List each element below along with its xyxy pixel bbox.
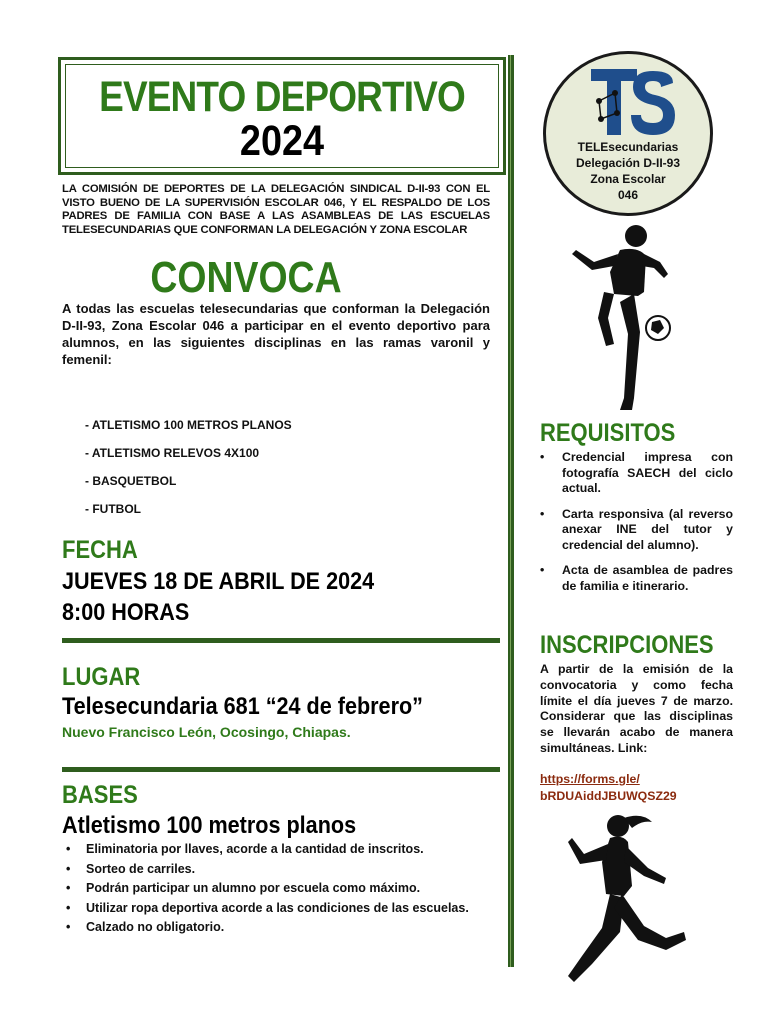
- event-location: Nuevo Francisco León, Ocosingo, Chiapas.: [62, 724, 351, 740]
- registration-link[interactable]: [540, 771, 733, 805]
- discipline-item: - BASQUETBOL: [85, 474, 177, 488]
- bases-subheading: Atletismo 100 metros planos: [62, 812, 357, 839]
- registration-link-line1[interactable]: https://forms.gle/: [540, 772, 640, 786]
- logo-line: Zona Escolar: [590, 172, 666, 186]
- requisitos-heading: REQUISITOS: [540, 419, 676, 447]
- requisito-item: • Credencial impresa con fotografía SAECH del ciclo actual.: [540, 450, 733, 497]
- section-divider: [62, 767, 500, 772]
- bases-item: • Sorteo de carriles.: [66, 860, 469, 880]
- title-box: [58, 57, 506, 175]
- logo-line: 046: [617, 188, 639, 202]
- event-date: JUEVES 18 DE ABRIL DE 2024: [62, 568, 375, 595]
- inscripciones-paragraph: A partir de la emisión de la convocatoria y como fecha límite el día jueves 7 de marzo. Considerar que las disciplinas se llevarán acabo de manera simultáneas. Link:: [540, 662, 733, 755]
- event-year: 2024: [239, 117, 325, 165]
- disciplines-list: [85, 417, 292, 529]
- bases-item: • Calzado no obligatorio.: [66, 918, 469, 938]
- discipline-item: - ATLETISMO 100 METROS PLANOS: [85, 418, 292, 432]
- event-title: EVENTO DEPORTIVO: [99, 73, 465, 121]
- bases-item: • Eliminatoria por llaves, acorde a la cantidad de inscritos.: [66, 840, 469, 860]
- runner-woman-icon: [562, 808, 692, 998]
- requisito-item: • Acta de asamblea de padres de familia e itinerario.: [540, 563, 733, 594]
- requisitos-list: [540, 450, 733, 604]
- registration-link-line2[interactable]: bRDUAiddJBUWQSZ29: [540, 789, 677, 803]
- event-time: 8:00 HORAS: [62, 599, 190, 626]
- logo-line: TELEsecundarias: [577, 140, 679, 154]
- column-divider: [508, 55, 514, 967]
- logo-line: Delegación D-II-93: [575, 156, 681, 170]
- convoca-paragraph: A todas las escuelas telesecundarias que conforman la Delegación D-II-93, Zona Escolar 046 a participar en el evento deportivo para alumnos, en las siguientes disciplinas en las ramas varonil y femenil:: [62, 301, 490, 367]
- section-divider: [62, 638, 500, 643]
- bases-item: • Utilizar ropa deportiva acorde a las condiciones de las escuelas.: [66, 899, 469, 919]
- bases-item: • Podrán participar un alumno por escuela como máximo.: [66, 879, 469, 899]
- lugar-heading: LUGAR: [62, 663, 141, 691]
- bases-heading: BASES: [62, 781, 138, 809]
- intro-paragraph: LA COMISIÓN DE DEPORTES DE LA DELEGACIÓN SINDICAL D-II-93 CON EL VISTO BUENO DE LA SUPERVISIÓN ESCOLAR 046, Y EL RESPALDO DE LOS PADRES DE FAMILIA CON BASE A LAS ASAMBLEAS DE LAS ESCUELAS TELESECUNDARIAS QUE CONFORMAN LA DELEGACIÓN Y ZONA ESCOLAR: [62, 183, 490, 236]
- telesecundarias-logo: [543, 51, 713, 216]
- convoca-heading: CONVOCA: [150, 253, 342, 302]
- fecha-heading: FECHA: [62, 536, 138, 564]
- requisito-item: • Carta responsiva (al reverso anexar INE del tutor y credencial del alumno).: [540, 507, 733, 554]
- ts-logo-letters-icon: [582, 67, 682, 139]
- event-place: Telesecundaria 681 “24 de febrero”: [62, 693, 423, 720]
- logo-caption: [546, 139, 710, 203]
- discipline-item: - ATLETISMO RELEVOS 4X100: [85, 446, 260, 460]
- soccer-player-icon: [568, 222, 678, 412]
- inscripciones-heading: INSCRIPCIONES: [540, 631, 714, 659]
- discipline-item: - FUTBOL: [85, 502, 141, 516]
- bases-list: [66, 840, 469, 938]
